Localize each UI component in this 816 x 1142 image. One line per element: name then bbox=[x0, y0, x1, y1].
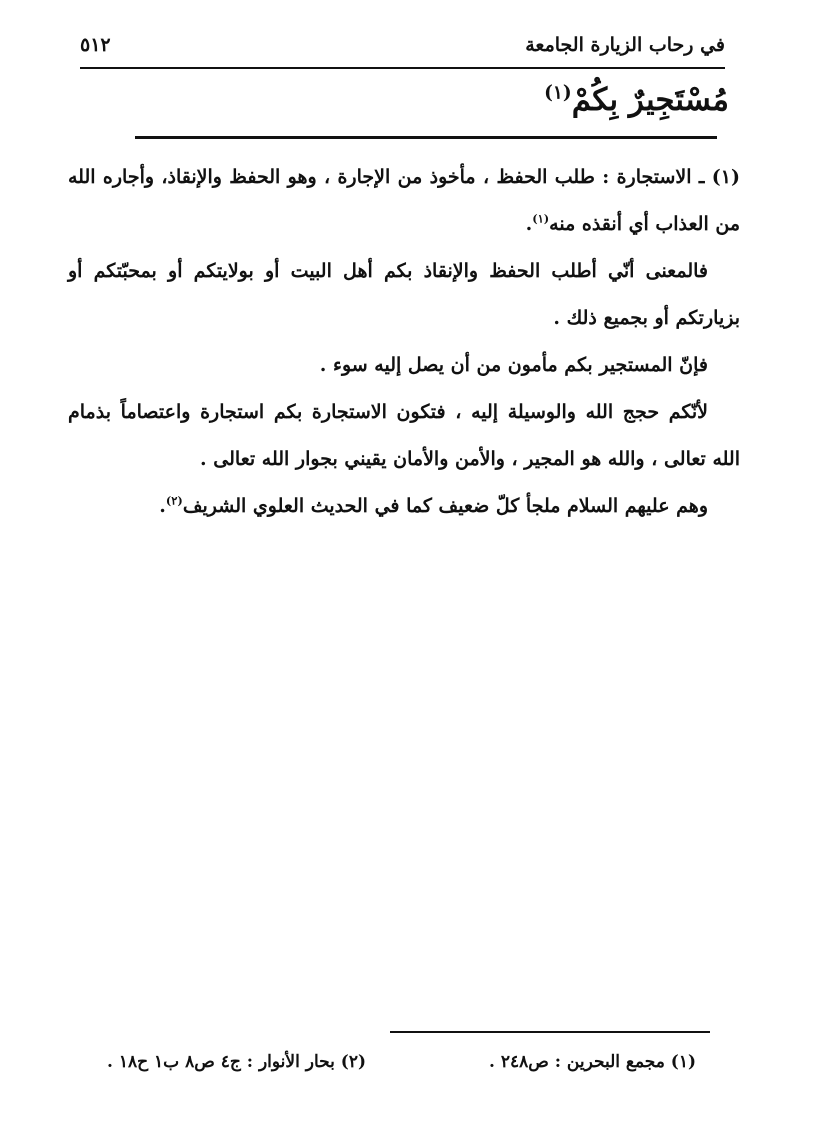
paragraph-text: فإنّ المستجير بكم مأمون من أن يصل إليه سوء . bbox=[319, 354, 708, 376]
paragraph bbox=[68, 483, 740, 530]
footnote-ref: (٢) bbox=[165, 493, 183, 508]
footnote-2: (٢) بحار الأنوار : ج٤ ص٨ ب١ ح١٨ . bbox=[107, 1052, 366, 1072]
footnote-ref: (١) bbox=[532, 211, 550, 226]
paragraph-end: . bbox=[525, 213, 533, 235]
running-header-title: في رحاب الزيارة الجامعة bbox=[525, 34, 725, 56]
page-number: ٥١٢ bbox=[80, 34, 111, 56]
paragraph-text: وهم عليهم السلام ملجأ كلّ ضعيف كما في الحديث العلوي الشريف bbox=[182, 495, 708, 517]
heading-rule bbox=[135, 136, 717, 139]
running-header bbox=[80, 28, 725, 64]
paragraph-text: لأنّكم حجج الله والوسيلة إليه ، فتكون الاستجارة بكم استجارة واعتصاماً بذمام الله تعالى ، والله هو المجير ، والأمن والأمان يقيني بجوار الله تعالى . bbox=[68, 401, 740, 470]
paragraph bbox=[68, 154, 740, 248]
paragraph-text: فالمعنى أنّي أطلب الحفظ والإنقاذ بكم أهل البيت أو بولايتكم أو بمحبّتكم أو بزيارتكم أو بجميع ذلك . bbox=[68, 260, 740, 329]
paragraph bbox=[68, 342, 740, 389]
footnote-1: (١) مجمع البحرين : ص٢٤٨ . bbox=[489, 1052, 696, 1072]
paragraph-end: . bbox=[159, 495, 166, 517]
footnotes bbox=[80, 1052, 696, 1082]
body-text bbox=[68, 154, 740, 530]
section-heading bbox=[544, 82, 729, 118]
paragraph bbox=[68, 248, 740, 342]
paragraph bbox=[68, 389, 740, 483]
header-rule bbox=[80, 67, 725, 69]
paragraph-text: (١) ـ الاستجارة : طلب الحفظ ، مأخوذ من الإجارة ، وهو الحفظ والإنقاذ، وأجاره الله من العذاب أي أنقذه منه bbox=[68, 166, 740, 235]
footnote-separator bbox=[390, 1031, 710, 1033]
section-heading-note-marker: (١) bbox=[544, 82, 572, 104]
section-heading-text: مُسْتَجِيرٌ بِكُمْ bbox=[571, 82, 729, 118]
